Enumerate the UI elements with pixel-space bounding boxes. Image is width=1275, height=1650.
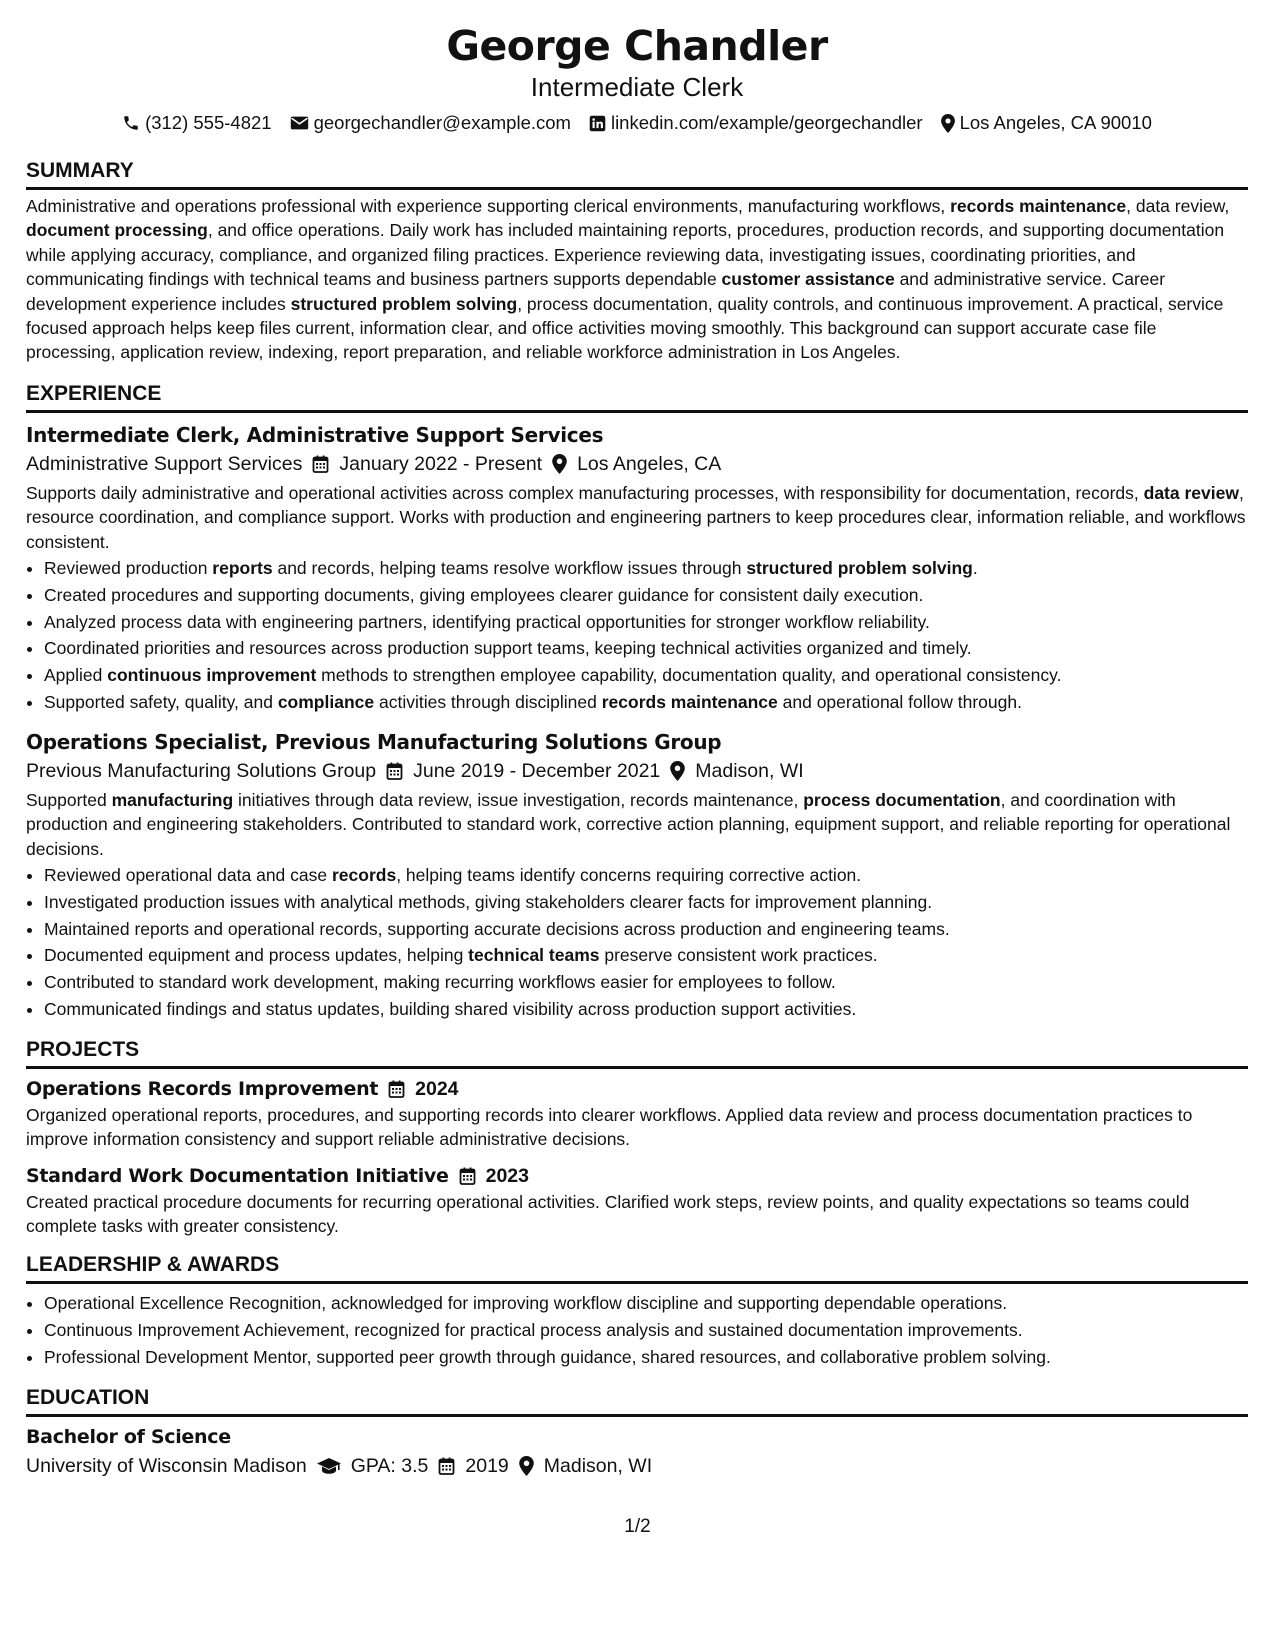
job-bullet: • Analyzed process data with engineering partners, identifying practical opportunities for stronger workflow reliability. — [44, 609, 1248, 636]
project-entry — [26, 1162, 1248, 1239]
job-bullet: • Investigated production issues with analytical methods, giving stakeholders clearer facts for improvement planning. — [44, 889, 1248, 916]
project-description: Created practical procedure documents for recurring operational activities. Clarified work steps, review points, and quality expectations so teams could complete tasks with greater consistency. — [26, 1191, 1190, 1237]
job-bullet: • Created procedures and supporting documents, giving employees clearer guidance for consistent daily execution. — [44, 582, 1248, 609]
contact-linkedin[interactable] — [589, 110, 923, 136]
contact-phone — [122, 110, 272, 136]
job-bullet: • Supported safety, quality, and compliance activities through disciplined records maintenance and operational follow through. — [44, 689, 1248, 716]
leadership-bullets — [26, 1290, 1248, 1370]
job-bullet: • Reviewed production reports and records, helping teams resolve workflow issues through structured problem solving. — [44, 555, 1248, 582]
contact-row — [26, 110, 1248, 136]
project-entry — [26, 1075, 1248, 1152]
project-description: Organized operational reports, procedures, and supporting records into clearer workflows. Applied data review and process documentation practices to improve information consistency and support reliable administrative decisions. — [26, 1104, 1193, 1150]
job-company: Previous Manufacturing Solutions Group — [26, 759, 377, 782]
project-year: 2023 — [485, 1164, 529, 1187]
job-company: Administrative Support Services — [26, 452, 303, 475]
job-entry — [26, 728, 1248, 1023]
job-bullet: • Reviewed operational data and case records, helping teams identify concerns requiring corrective action. — [44, 862, 1248, 889]
summary-section — [26, 158, 1248, 365]
job-bullet: • Communicated findings and status updates, building shared visibility across production support activities. — [44, 996, 1248, 1023]
calendar-icon — [386, 762, 403, 780]
education-meta — [26, 1451, 1248, 1481]
calendar-icon — [459, 1167, 476, 1185]
resume-header — [26, 20, 1248, 136]
award-item: • Continuous Improvement Achievement, recognized for practical process analysis and sustained documentation improvements. — [44, 1317, 1248, 1344]
job-bullet: • Applied continuous improvement methods to strengthen employee capability, documentation quality, and operational consistency. — [44, 662, 1248, 689]
calendar-icon — [312, 455, 329, 473]
linkedin-icon — [589, 115, 606, 132]
resume-page — [26, 20, 1248, 1481]
education-heading: EDUCATION — [26, 1385, 1248, 1417]
page-number: 1/2 — [624, 1516, 651, 1537]
contact-linkedin-text: linkedin.com/example/georgechandler — [610, 112, 923, 133]
leadership-heading: LEADERSHIP & AWARDS — [26, 1252, 1248, 1284]
calendar-icon — [388, 1080, 405, 1098]
projects-heading: PROJECTS — [26, 1037, 1248, 1069]
job-bullet: • Contributed to standard work development, making recurring workflows easier for employees to follow. — [44, 969, 1248, 996]
map-pin-icon — [519, 1456, 534, 1476]
project-year: 2024 — [415, 1077, 459, 1100]
projects-section — [26, 1037, 1248, 1239]
education-year: 2019 — [465, 1454, 509, 1477]
project-title: Standard Work Documentation Initiative — [26, 1164, 449, 1187]
map-pin-icon — [670, 761, 685, 781]
candidate-name: George Chandler — [446, 22, 828, 70]
education-school: University of Wisconsin Madison — [26, 1454, 307, 1477]
project-header — [26, 1075, 1248, 1103]
job-description: Supports daily administrative and operational activities across complex manufacturing processes, with responsibility for documentation, records, data review, resource coordination, and compliance support. Works with production and engineering partners to keep procedures clear, information reliable, and workflows consistent. — [26, 482, 1246, 552]
envelope-icon — [290, 115, 309, 131]
candidate-title: Intermediate Clerk — [530, 72, 744, 102]
job-bullets — [26, 555, 1248, 716]
phone-icon — [122, 114, 140, 132]
contact-email-text: georgechandler@example.com — [313, 112, 571, 133]
contact-location — [941, 110, 1152, 136]
contact-phone-text: (312) 555-4821 — [145, 112, 272, 133]
project-title: Operations Records Improvement — [26, 1077, 379, 1100]
job-dates: June 2019 - December 2021 — [413, 759, 661, 782]
job-entry — [26, 421, 1248, 716]
summary-heading: SUMMARY — [26, 158, 1248, 190]
education-degree: Bachelor of Science — [26, 1425, 231, 1448]
job-meta — [26, 449, 1248, 479]
job-dates: January 2022 - Present — [339, 452, 543, 475]
job-bullet: • Documented equipment and process updates, helping technical teams preserve consistent work practices. — [44, 942, 1248, 969]
graduation-cap-icon — [317, 1457, 341, 1475]
job-description: Supported manufacturing initiatives through data review, issue investigation, records maintenance, process documentation, and coordination with production and engineering stakeholders. Contributed to standard work, corrective action planning, equipment support, and reliable reporting for operational decisions. — [26, 789, 1231, 859]
job-bullet: • Coordinated priorities and resources across production support teams, keeping technical activities organized and timely. — [44, 635, 1248, 662]
map-pin-icon — [941, 114, 955, 133]
map-pin-icon — [552, 454, 567, 474]
calendar-icon — [438, 1457, 455, 1475]
job-bullet: • Maintained reports and operational records, supporting accurate decisions across production and engineering teams. — [44, 916, 1248, 943]
experience-section — [26, 381, 1248, 1023]
job-title: Intermediate Clerk, Administrative Support Services — [26, 422, 604, 447]
project-header — [26, 1162, 1248, 1190]
award-item: • Operational Excellence Recognition, acknowledged for improving workflow discipline and supporting dependable operations. — [44, 1290, 1248, 1317]
contact-email[interactable] — [290, 110, 571, 136]
summary-text: Administrative and operations professional with experience supporting clerical environments, manufacturing workflows, records maintenance, data review, document processing, and office operations. Daily work has included maintaining reports, procedures, production records, and supporting documentation while applying accuracy, compliance, and organized filing practices. Experience reviewing data, investigating issues, coordinating priorities, and communicating findings with technical teams and business partners supports dependable customer assistance and administrative service. Career development experience includes structured problem solving, process documentation, quality controls, and continuous improvement. A practical, service focused approach helps keep files current, information clear, and office activities moving smoothly. This background can support accurate case file processing, application review, indexing, report preparation, and reliable workforce administration in Los Angeles. — [26, 196, 1230, 363]
job-title: Operations Specialist, Previous Manufacturing Solutions Group — [26, 729, 722, 754]
job-location: Madison, WI — [695, 759, 804, 782]
job-location: Los Angeles, CA — [577, 452, 722, 475]
experience-heading: EXPERIENCE — [26, 381, 1248, 413]
education-section — [26, 1385, 1248, 1481]
leadership-section — [26, 1252, 1248, 1370]
job-meta — [26, 756, 1248, 786]
award-item: • Professional Development Mentor, supported peer growth through guidance, shared resources, and collaborative problem solving. — [44, 1344, 1248, 1371]
education-location: Madison, WI — [543, 1454, 653, 1477]
job-bullets — [26, 862, 1248, 1023]
contact-location-text: Los Angeles, CA 90010 — [959, 112, 1152, 133]
education-gpa: GPA: 3.5 — [350, 1454, 429, 1477]
